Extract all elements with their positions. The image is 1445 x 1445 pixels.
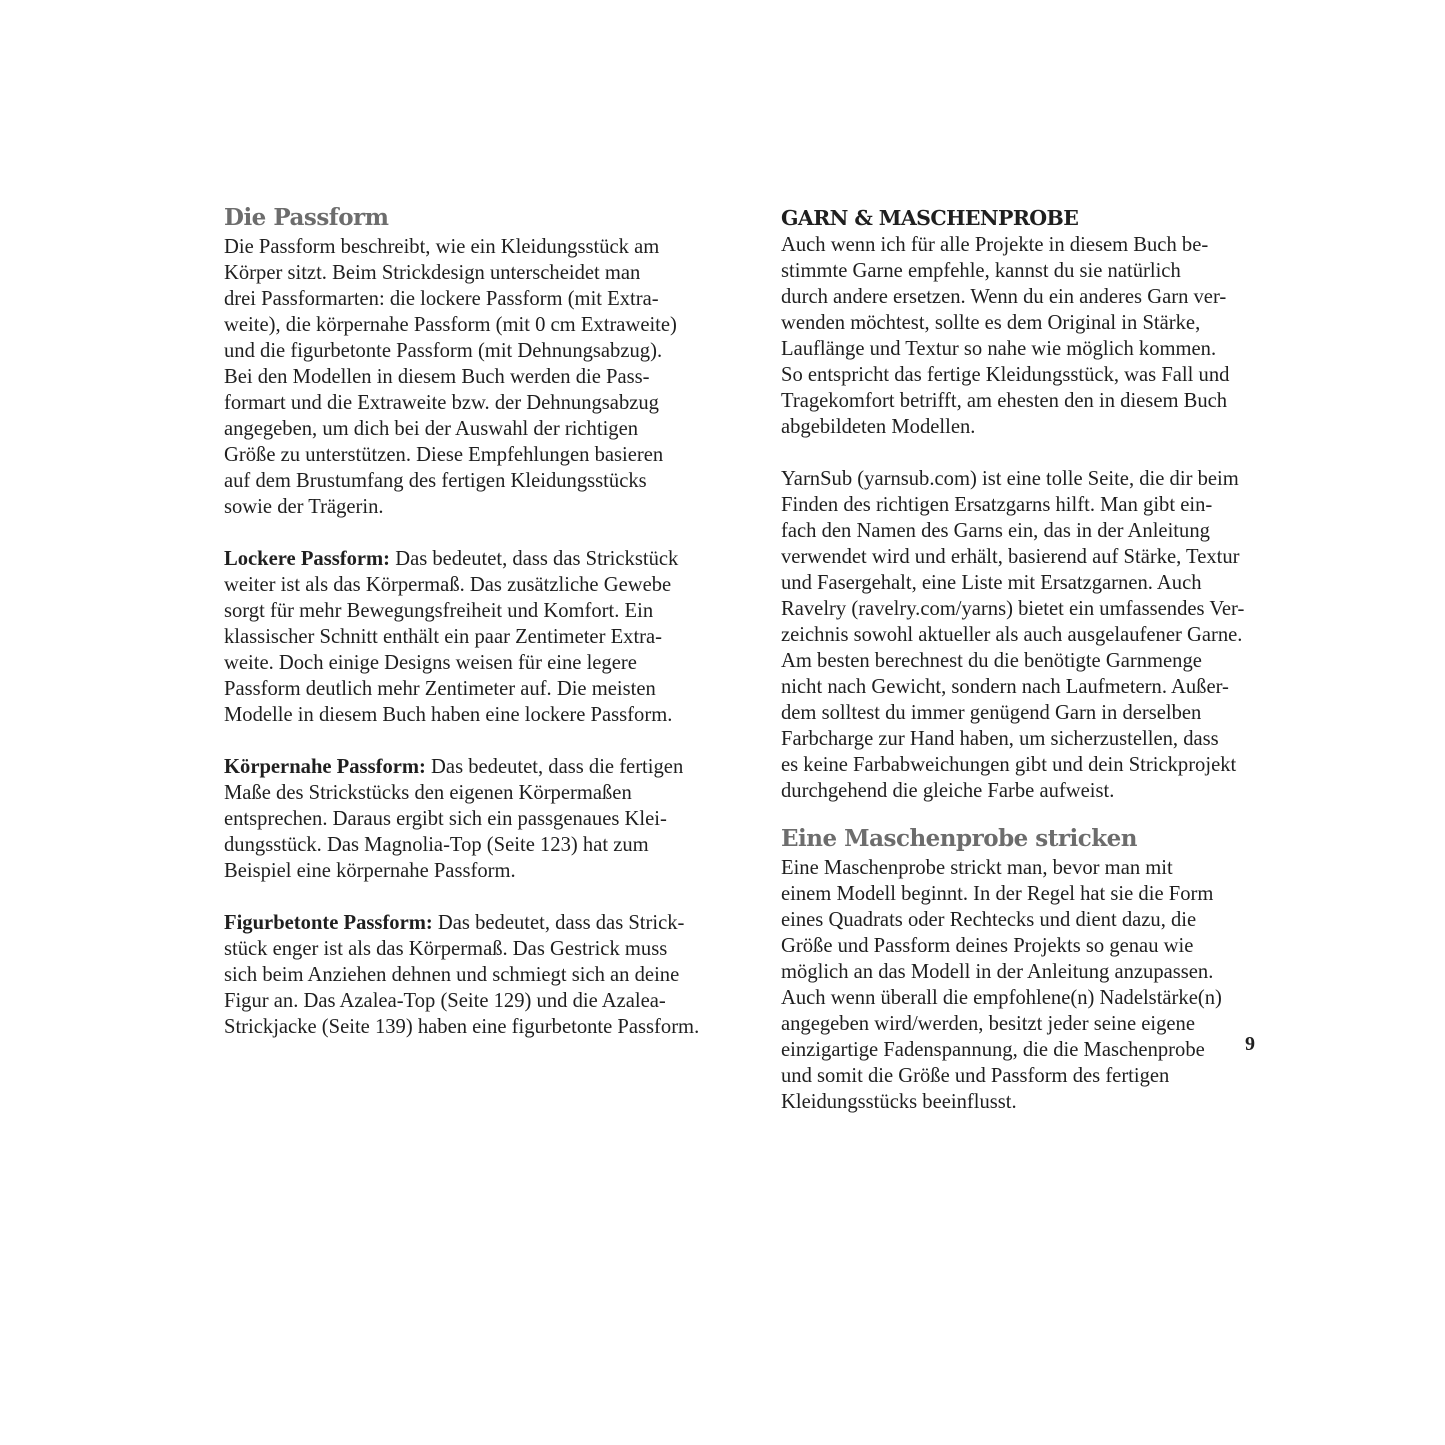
text-line: Lauflänge und Textur so nahe wie möglich kommen. — [781, 338, 1217, 360]
text-line: nicht nach Gewicht, sondern nach Laufmetern. Außer- — [781, 676, 1229, 698]
yarnsub-paragraph — [781, 466, 1263, 804]
text-line — [224, 910, 706, 936]
maschenprobe-paragraph — [781, 855, 1263, 1115]
text-line: formart und die Extraweite bzw. der Dehnungsabzug — [224, 392, 659, 414]
text-line: Beispiel eine körpernahe Passform. — [224, 860, 516, 882]
text-line: durch andere ersetzen. Wenn du ein anderes Garn ver- — [781, 286, 1227, 308]
text-line: Tragekomfort betrifft, am ehesten den in diesem Buch — [781, 390, 1228, 412]
text-line: Körper sitzt. Beim Strickdesign unterscheidet man — [224, 262, 641, 284]
left-column — [224, 200, 706, 1040]
paragraph-spacer — [781, 804, 1263, 821]
term-lockere-passform: Lockere Passform: — [224, 548, 391, 570]
garn-paragraph — [781, 232, 1263, 440]
text-line: sich beim Anziehen dehnen und schmiegt sich an deine — [224, 964, 680, 986]
text-line — [224, 754, 706, 780]
text-line: fach den Namen des Garns ein, das in der Anleitung — [781, 520, 1210, 542]
text-line: eines Quadrats oder Rechtecks und dient dazu, die — [781, 909, 1197, 931]
text-line: Figur an. Das Azalea-Top (Seite 129) und die Azalea- — [224, 990, 666, 1012]
koerpernahe-passform-paragraph — [224, 754, 706, 884]
text-line: entsprechen. Daraus ergibt sich ein passgenaues Klei- — [224, 808, 667, 830]
intro-paragraph — [224, 234, 706, 520]
figurbetonte-passform-paragraph — [224, 910, 706, 1040]
term-koerpernahe-passform: Körpernahe Passform: — [224, 756, 426, 778]
text-line: weite. Doch einige Designs weisen für eine legere — [224, 652, 637, 674]
text-line: drei Passformarten: die lockere Passform (mit Extra- — [224, 288, 659, 310]
text-line: angegeben, um dich bei der Auswahl der richtigen — [224, 418, 639, 440]
text-line: klassischer Schnitt enthält ein paar Zentimeter Extra- — [224, 626, 663, 648]
term-definition-start: Das bedeutet, dass das Strick- — [432, 912, 685, 934]
text-line: Ravelry (ravelry.com/yarns) bietet ein umfassendes Ver- — [781, 598, 1245, 620]
text-line: Strickjacke (Seite 139) haben eine figurbetonte Passform. — [224, 1016, 700, 1038]
text-line — [224, 546, 706, 572]
text-line: wenden möchtest, sollte es dem Original in Stärke, — [781, 312, 1201, 334]
paragraph-spacer — [224, 884, 706, 910]
paragraph-spacer — [224, 728, 706, 754]
text-line: und die figurbetonte Passform (mit Dehnungsabzug). — [224, 340, 663, 362]
text-line: einem Modell beginnt. In der Regel hat sie die Form — [781, 883, 1214, 905]
text-line: abgebildeten Modellen. — [781, 416, 976, 438]
text-line: Größe und Passform deines Projekts so genau wie — [781, 935, 1194, 957]
lockere-passform-paragraph — [224, 546, 706, 728]
text-line: Größe zu unterstützen. Diese Empfehlungen basieren — [224, 444, 664, 466]
text-line: Kleidungsstücks beeinflusst. — [781, 1091, 1017, 1113]
text-line: Am besten berechnest du die benötigte Garnmenge — [781, 650, 1202, 672]
text-line: und Fasergehalt, eine Liste mit Ersatzgarnen. Auch — [781, 572, 1202, 594]
text-line: sowie der Trägerin. — [224, 496, 384, 518]
section-heading-passform: Die Passform — [224, 204, 389, 231]
subheading-maschenprobe-stricken: Eine Maschenprobe stricken — [781, 825, 1138, 852]
text-line: und somit die Größe und Passform des fertigen — [781, 1065, 1170, 1087]
text-line: zeichnis sowohl aktueller als auch ausgelaufener Garne. — [781, 624, 1243, 646]
paragraph-spacer — [781, 440, 1263, 466]
text-line: Finden des richtigen Ersatzgarns hilft. Man gibt ein- — [781, 494, 1213, 516]
text-line: Auch wenn ich für alle Projekte in diesem Buch be- — [781, 234, 1209, 256]
text-line: Maße des Strickstücks den eigenen Körpermaßen — [224, 782, 632, 804]
text-line: dem solltest du immer genügend Garn in derselben — [781, 702, 1202, 724]
text-line: Auch wenn überall die empfohlene(n) Nadelstärke(n) — [781, 987, 1222, 1009]
text-line: stück enger ist als das Körpermaß. Das Gestrick muss — [224, 938, 668, 960]
paragraph-spacer — [224, 520, 706, 546]
text-line: Passform deutlich mehr Zentimeter auf. Die meisten — [224, 678, 656, 700]
term-figurbetonte-passform: Figurbetonte Passform: — [224, 912, 433, 934]
text-line: Farbcharge zur Hand haben, um sicherzustellen, dass — [781, 728, 1219, 750]
text-line: einzigartige Fadenspannung, die die Maschenprobe — [781, 1039, 1205, 1061]
text-line: Die Passform beschreibt, wie ein Kleidungsstück am — [224, 236, 660, 258]
text-line: möglich an das Modell in der Anleitung anzupassen. — [781, 961, 1214, 983]
text-line: Bei den Modellen in diesem Buch werden die Pass- — [224, 366, 650, 388]
text-line: dungsstück. Das Magnolia-Top (Seite 123) hat zum — [224, 834, 649, 856]
text-line: durchgehend die gleiche Farbe aufweist. — [781, 780, 1115, 802]
text-line: weiter ist als das Körpermaß. Das zusätzliche Gewebe — [224, 574, 672, 596]
text-line: es keine Farbabweichungen gibt und dein Strickprojekt — [781, 754, 1237, 776]
term-definition-start: Das bedeutet, dass die fertigen — [425, 756, 684, 778]
term-definition-start: Das bedeutet, dass das Strickstück — [390, 548, 679, 570]
text-line: weite), die körpernahe Passform (mit 0 cm Extraweite) — [224, 314, 677, 336]
text-line: verwendet wird und erhält, basierend auf Stärke, Textur — [781, 546, 1240, 568]
text-line: YarnSub (yarnsub.com) ist eine tolle Seite, die dir beim — [781, 468, 1239, 490]
text-line: Eine Maschenprobe strickt man, bevor man mit — [781, 857, 1173, 879]
text-line: sorgt für mehr Bewegungsfreiheit und Komfort. Ein — [224, 600, 654, 622]
text-line: So entspricht das fertige Kleidungsstück, was Fall und — [781, 364, 1230, 386]
section-heading-garn-maschenprobe: GARN & MASCHENPROBE — [781, 206, 1079, 230]
right-column — [781, 200, 1263, 1115]
text-line: angegeben wird/werden, besitzt jeder seine eigene — [781, 1013, 1195, 1035]
page-number: 9 — [1245, 1033, 1255, 1055]
text-line: auf dem Brustumfang des fertigen Kleidungsstücks — [224, 470, 647, 492]
text-line: Modelle in diesem Buch haben eine lockere Passform. — [224, 704, 673, 726]
text-line: stimmte Garne empfehle, kannst du sie natürlich — [781, 260, 1181, 282]
